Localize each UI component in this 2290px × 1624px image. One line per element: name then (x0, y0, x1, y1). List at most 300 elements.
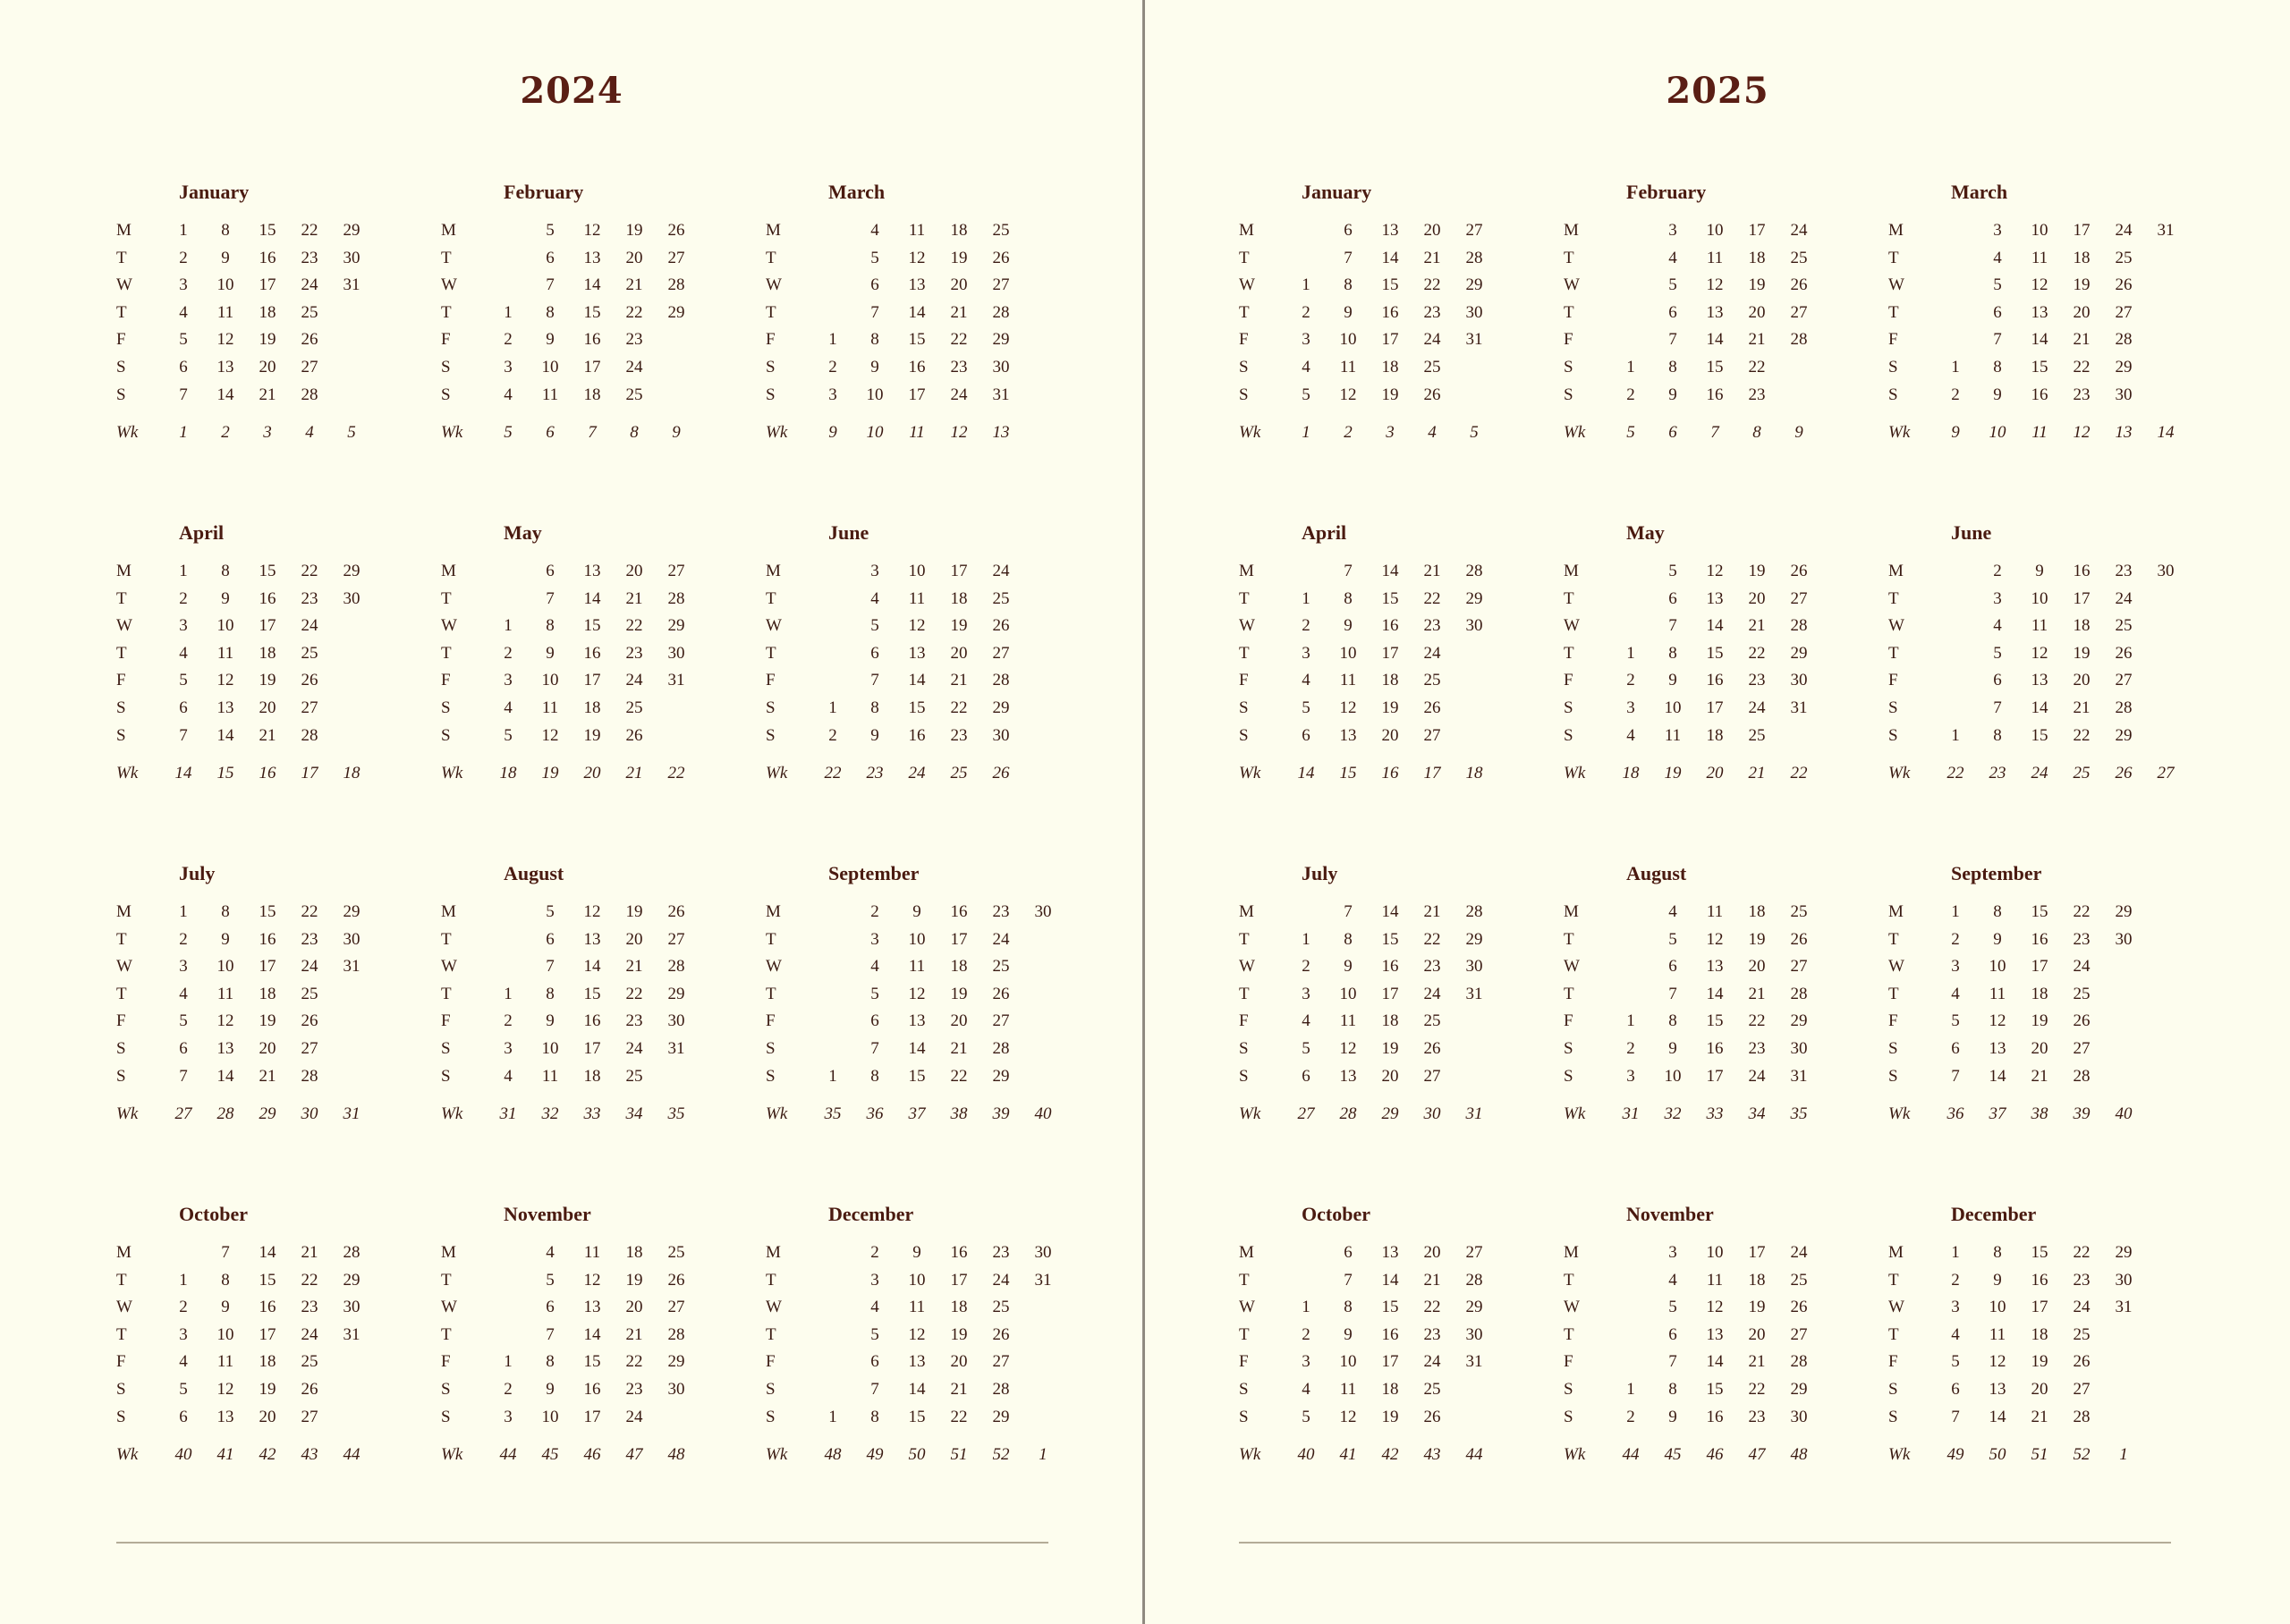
weekday-label: S (766, 1407, 776, 1426)
day-number: 24 (2115, 588, 2133, 608)
day-number: 27 (301, 358, 318, 376)
week-number: 49 (866, 1445, 884, 1464)
day-number: 13 (908, 275, 926, 295)
week-number: 18 (499, 764, 517, 782)
day-number: 30 (1465, 616, 1483, 636)
week-number: 17 (301, 764, 318, 782)
week-number: 41 (216, 1445, 234, 1464)
day-number: 2 (1951, 1270, 1960, 1290)
day-number: 13 (216, 698, 234, 717)
day-number: 9 (912, 902, 921, 921)
day-number: 8 (870, 1407, 879, 1426)
day-number: 31 (343, 275, 360, 295)
day-number: 10 (866, 385, 884, 404)
weekday-label: M (441, 1243, 456, 1262)
day-number: 12 (908, 1324, 926, 1344)
day-number: 14 (2031, 698, 2048, 717)
day-number: 5 (1302, 698, 1310, 717)
day-number: 28 (301, 725, 318, 745)
weekday-label: S (1239, 698, 1249, 717)
day-number: 6 (179, 1407, 188, 1426)
day-number: 31 (2115, 1298, 2133, 1317)
day-number: 29 (343, 1270, 360, 1290)
month-block (1564, 1205, 1868, 1501)
week-number: 48 (1790, 1445, 1808, 1464)
weekday-label: S (1239, 1039, 1249, 1058)
day-number: 16 (259, 929, 276, 949)
day-number: 20 (1748, 588, 1766, 608)
month-name: August (504, 862, 564, 884)
day-number: 1 (504, 1352, 513, 1372)
day-number: 7 (546, 957, 555, 977)
day-number: 16 (1706, 1039, 1724, 1058)
day-number: 16 (908, 725, 926, 745)
week-number: 1 (179, 423, 188, 442)
weekday-label: T (441, 643, 452, 663)
weekday-label: T (1564, 1270, 1574, 1290)
day-number: 18 (583, 1066, 601, 1086)
week-number: 44 (343, 1445, 360, 1464)
day-number: 6 (1668, 588, 1677, 608)
day-number: 22 (625, 616, 643, 636)
day-number: 1 (504, 616, 513, 636)
weekday-label: T (1564, 248, 1574, 267)
weekday-label: T (766, 588, 776, 608)
day-number: 11 (541, 698, 559, 717)
day-number: 3 (179, 957, 188, 977)
day-number: 16 (583, 330, 601, 350)
weekday-label: F (766, 1352, 776, 1372)
day-number: 14 (1706, 330, 1724, 350)
day-number: 4 (504, 1066, 513, 1086)
day-number: 20 (950, 643, 968, 663)
week-number: 23 (866, 764, 884, 782)
day-number: 13 (1706, 957, 1724, 977)
weekday-label: T (766, 929, 776, 949)
day-number: 5 (179, 1011, 188, 1031)
day-number: 9 (912, 1243, 921, 1262)
day-number: 12 (2031, 275, 2048, 295)
day-number: 6 (870, 1352, 879, 1372)
day-number: 10 (1339, 1352, 1357, 1372)
day-number: 28 (343, 1243, 360, 1262)
day-number: 21 (950, 302, 968, 322)
day-number: 16 (1381, 1324, 1399, 1344)
week-number: 50 (908, 1445, 926, 1464)
day-number: 23 (992, 902, 1010, 921)
day-number: 31 (1465, 984, 1483, 1003)
day-number: 5 (1668, 562, 1677, 580)
day-number: 30 (1034, 902, 1052, 921)
day-number: 3 (1951, 957, 1960, 977)
day-number: 25 (1790, 1270, 1808, 1290)
day-number: 21 (259, 725, 276, 745)
day-number: 6 (179, 358, 188, 376)
day-number: 20 (1381, 725, 1399, 745)
day-number: 5 (1302, 1407, 1310, 1426)
month-name: March (1951, 181, 2008, 203)
year-title: 2024 (520, 70, 623, 112)
week-number: 9 (1951, 423, 1960, 442)
day-number: 27 (992, 275, 1010, 295)
month-name: March (828, 181, 886, 203)
day-number: 10 (541, 358, 559, 376)
day-number: 24 (992, 562, 1010, 580)
day-number: 7 (1993, 330, 2002, 350)
day-number: 21 (625, 1324, 643, 1344)
weekday-label: S (441, 385, 451, 404)
day-number: 15 (259, 562, 276, 580)
day-number: 31 (1465, 1352, 1483, 1372)
day-number: 29 (1465, 275, 1483, 295)
weekday-label: W (1239, 1298, 1255, 1317)
day-number: 11 (541, 385, 559, 404)
day-number: 9 (221, 248, 230, 267)
day-number: 17 (583, 358, 601, 376)
day-number: 5 (179, 1380, 188, 1399)
week-label: Wk (1888, 1104, 1911, 1123)
day-number: 22 (1748, 1380, 1766, 1399)
day-number: 9 (546, 1011, 555, 1031)
day-number: 2 (1626, 385, 1635, 404)
day-number: 22 (1423, 275, 1441, 295)
day-number: 18 (1748, 248, 1766, 267)
day-number: 1 (1951, 725, 1960, 745)
day-number: 24 (1423, 643, 1441, 663)
day-number: 12 (1706, 1298, 1724, 1317)
day-number: 14 (583, 1324, 601, 1344)
day-number: 17 (259, 1324, 276, 1344)
week-number: 52 (992, 1445, 1010, 1464)
day-number: 25 (992, 1298, 1010, 1317)
month-block (1564, 521, 1868, 819)
day-number: 14 (908, 1039, 926, 1058)
day-number: 27 (2073, 1039, 2091, 1058)
day-number: 6 (870, 1011, 879, 1031)
day-number: 6 (546, 562, 555, 580)
week-number: 35 (824, 1104, 842, 1123)
day-number: 22 (1423, 929, 1441, 949)
day-number: 17 (1381, 643, 1399, 663)
day-number: 20 (1748, 302, 1766, 322)
week-number: 20 (583, 764, 601, 782)
weekday-label: M (1239, 562, 1254, 580)
week-label: Wk (441, 1104, 463, 1123)
day-number: 22 (950, 698, 968, 717)
day-number: 18 (2073, 248, 2091, 267)
day-number: 6 (1668, 302, 1677, 322)
day-number: 8 (1668, 643, 1677, 663)
day-number: 20 (950, 1352, 968, 1372)
day-number: 9 (546, 643, 555, 663)
day-number: 29 (2115, 725, 2133, 745)
week-number: 2 (221, 423, 230, 442)
day-number: 17 (950, 929, 968, 949)
week-label: Wk (1888, 1445, 1911, 1464)
day-number: 14 (583, 588, 601, 608)
day-number: 31 (2157, 221, 2175, 240)
day-number: 13 (1989, 1039, 2006, 1058)
day-number: 18 (2031, 984, 2048, 1003)
day-number: 23 (1748, 671, 1766, 690)
day-number: 13 (583, 562, 601, 580)
day-number: 18 (950, 957, 968, 977)
day-number: 30 (2115, 1270, 2133, 1290)
weekday-label: T (1239, 588, 1250, 608)
day-number: 14 (908, 302, 926, 322)
day-number: 18 (583, 698, 601, 717)
day-number: 4 (870, 1298, 879, 1317)
day-number: 13 (583, 248, 601, 267)
day-number: 1 (828, 1407, 837, 1426)
day-number: 27 (1465, 1243, 1483, 1262)
day-number: 2 (1951, 385, 1960, 404)
day-number: 22 (625, 302, 643, 322)
day-number: 27 (1423, 725, 1441, 745)
day-number: 27 (992, 643, 1010, 663)
week-number: 7 (1710, 423, 1719, 442)
day-number: 18 (950, 1298, 968, 1317)
day-number: 10 (1664, 1066, 1682, 1086)
day-number: 13 (1381, 221, 1399, 240)
week-number: 48 (667, 1445, 685, 1464)
day-number: 28 (992, 671, 1010, 690)
day-number: 12 (1706, 562, 1724, 580)
week-number: 31 (499, 1104, 517, 1123)
day-number: 31 (343, 957, 360, 977)
week-number: 16 (259, 764, 276, 782)
week-number: 3 (1386, 423, 1395, 442)
day-number: 29 (2115, 358, 2133, 376)
day-number: 6 (1951, 1039, 1960, 1058)
day-number: 18 (259, 984, 276, 1003)
day-number: 2 (1302, 957, 1310, 977)
weekday-label: T (116, 643, 127, 663)
day-number: 20 (1748, 1324, 1766, 1344)
day-number: 20 (2073, 671, 2091, 690)
week-number: 36 (1946, 1104, 1964, 1123)
day-number: 20 (259, 358, 276, 376)
day-number: 2 (828, 725, 837, 745)
day-number: 29 (1465, 929, 1483, 949)
day-number: 13 (2031, 302, 2048, 322)
day-number: 28 (667, 1324, 685, 1344)
week-number: 5 (1470, 423, 1479, 442)
week-number: 31 (1465, 1104, 1483, 1123)
day-number: 12 (1989, 1352, 2006, 1372)
day-number: 11 (1339, 1380, 1357, 1399)
day-number: 15 (1381, 588, 1399, 608)
day-number: 22 (1423, 1298, 1441, 1317)
weekday-label: W (766, 957, 782, 977)
month-block (116, 521, 420, 819)
day-number: 5 (546, 902, 555, 921)
day-number: 22 (1748, 1011, 1766, 1031)
day-number: 12 (1706, 275, 1724, 295)
weekday-label: S (1239, 385, 1249, 404)
day-number: 4 (179, 302, 188, 322)
day-number: 16 (1706, 1407, 1724, 1426)
day-number: 24 (950, 385, 968, 404)
month-name: October (1302, 1203, 1370, 1225)
day-number: 10 (1339, 643, 1357, 663)
month-block (116, 1205, 420, 1501)
week-number: 22 (667, 764, 685, 782)
day-number: 9 (1993, 385, 2002, 404)
month-name: May (1626, 521, 1665, 544)
week-number: 22 (824, 764, 842, 782)
day-number: 13 (216, 1039, 234, 1058)
day-number: 27 (667, 562, 685, 580)
day-number: 29 (992, 1066, 1010, 1086)
day-number: 12 (216, 1380, 234, 1399)
day-number: 8 (1993, 1243, 2002, 1262)
day-number: 19 (259, 1380, 276, 1399)
week-number: 52 (2073, 1445, 2091, 1464)
day-number: 20 (1381, 1066, 1399, 1086)
day-number: 1 (828, 1066, 837, 1086)
day-number: 3 (1302, 1352, 1310, 1372)
day-number: 5 (179, 330, 188, 350)
day-number: 16 (259, 1298, 276, 1317)
day-number: 16 (2031, 1270, 2048, 1290)
month-block (116, 183, 420, 478)
day-number: 26 (301, 1011, 318, 1031)
day-number: 25 (667, 1243, 685, 1262)
week-number: 5 (1626, 423, 1635, 442)
day-number: 4 (1668, 1270, 1677, 1290)
day-number: 2 (828, 358, 837, 376)
weekday-label: T (116, 588, 127, 608)
weekday-label: S (441, 725, 451, 745)
day-number: 9 (221, 1298, 230, 1317)
day-number: 9 (221, 588, 230, 608)
day-number: 4 (1302, 1380, 1310, 1399)
day-number: 15 (908, 330, 926, 350)
day-number: 17 (1381, 330, 1399, 350)
month-name: August (1626, 862, 1687, 884)
day-number: 27 (1790, 302, 1808, 322)
day-number: 23 (625, 330, 643, 350)
weekday-label: T (766, 302, 776, 322)
day-number: 7 (1344, 562, 1353, 580)
day-number: 22 (301, 1270, 318, 1290)
day-number: 17 (583, 1039, 601, 1058)
day-number: 3 (504, 671, 513, 690)
weekday-label: T (1888, 1270, 1899, 1290)
day-number: 20 (259, 698, 276, 717)
weekday-label: W (1239, 616, 1255, 636)
day-number: 8 (870, 1066, 879, 1086)
day-number: 23 (1748, 1407, 1766, 1426)
day-number: 3 (504, 1039, 513, 1058)
day-number: 31 (1790, 1066, 1808, 1086)
day-number: 19 (2031, 1011, 2048, 1031)
week-label: Wk (766, 1104, 788, 1123)
day-number: 23 (2073, 1270, 2091, 1290)
day-number: 27 (667, 1298, 685, 1317)
week-number: 24 (908, 764, 926, 782)
day-number: 18 (1748, 1270, 1766, 1290)
day-number: 26 (1790, 275, 1808, 295)
day-number: 23 (2073, 929, 2091, 949)
day-number: 14 (259, 1243, 276, 1262)
week-number: 33 (583, 1104, 601, 1123)
day-number: 15 (583, 302, 601, 322)
day-number: 24 (1423, 330, 1441, 350)
day-number: 12 (216, 1011, 234, 1031)
day-number: 29 (1790, 1011, 1808, 1031)
day-number: 18 (2031, 1324, 2048, 1344)
day-number: 20 (2031, 1380, 2048, 1399)
weekday-label: F (441, 671, 451, 690)
day-number: 3 (1668, 221, 1677, 240)
page-2024 (0, 0, 1143, 1624)
day-number: 25 (1748, 725, 1766, 745)
week-number: 32 (1664, 1104, 1682, 1123)
week-number: 40 (174, 1445, 192, 1464)
weekday-label: W (1888, 275, 1904, 295)
month-block (766, 183, 1070, 478)
weekday-label: S (116, 1039, 126, 1058)
day-number: 12 (908, 616, 926, 636)
day-number: 16 (1381, 957, 1399, 977)
day-number: 17 (2073, 588, 2091, 608)
month-block (441, 183, 745, 478)
day-number: 21 (2073, 698, 2091, 717)
day-number: 15 (259, 221, 276, 240)
day-number: 16 (2031, 929, 2048, 949)
day-number: 7 (1344, 248, 1353, 267)
day-number: 30 (1465, 1324, 1483, 1344)
day-number: 5 (1993, 643, 2002, 663)
day-number: 16 (583, 1380, 601, 1399)
day-number: 17 (1748, 221, 1766, 240)
week-number: 25 (2073, 764, 2091, 782)
day-number: 11 (1706, 248, 1724, 267)
day-number: 29 (343, 562, 360, 580)
day-number: 21 (1423, 248, 1441, 267)
weekday-label: S (441, 1039, 451, 1058)
day-number: 30 (1465, 302, 1483, 322)
weekday-label: S (1888, 1407, 1898, 1426)
day-number: 23 (625, 1380, 643, 1399)
weekday-label: S (1564, 725, 1573, 745)
weekday-label: T (1888, 643, 1899, 663)
day-number: 8 (1344, 1298, 1353, 1317)
day-number: 16 (2031, 385, 2048, 404)
day-number: 22 (2073, 358, 2091, 376)
weekday-label: F (766, 330, 776, 350)
week-label: Wk (116, 423, 139, 442)
day-number: 19 (950, 984, 968, 1003)
week-label: Wk (116, 1445, 139, 1464)
day-number: 2 (504, 643, 513, 663)
weekday-label: S (1239, 1380, 1249, 1399)
month-block (116, 862, 420, 1160)
week-number: 5 (347, 423, 356, 442)
day-number: 21 (625, 588, 643, 608)
day-number: 27 (1465, 221, 1483, 240)
day-number: 27 (1790, 588, 1808, 608)
day-number: 14 (216, 725, 234, 745)
week-number: 45 (541, 1445, 559, 1464)
day-number: 9 (1344, 957, 1353, 977)
day-number: 9 (221, 929, 230, 949)
day-number: 19 (1748, 562, 1766, 580)
day-number: 18 (1706, 725, 1724, 745)
weekday-label: M (1239, 221, 1254, 240)
